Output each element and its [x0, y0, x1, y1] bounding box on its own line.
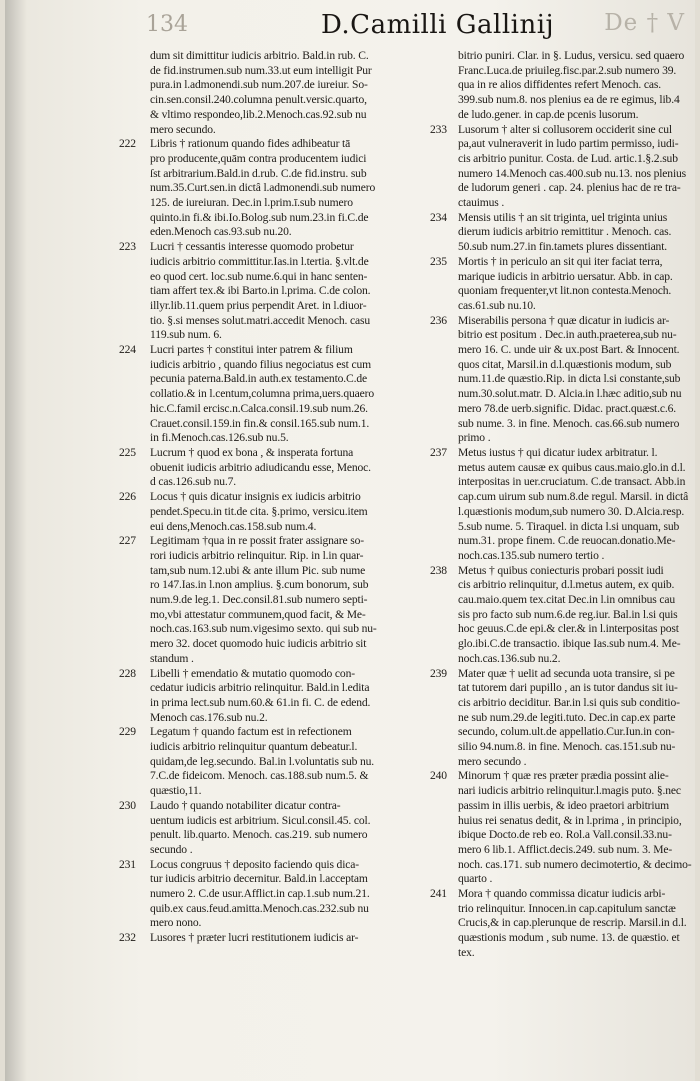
entry-line: num.31. prope finem. C.de reuocan.donatio.Me- — [458, 534, 676, 548]
entry-line: Mater quæ † uelit ad secunda uota transire, si pe — [458, 666, 675, 680]
entry-line: Mensis utilis † an sit triginta, uel triginta unius — [458, 210, 668, 224]
entry-line: ibique Docto.de reb eo. Rol.a Vall.consil.33.nu- — [458, 828, 672, 842]
entry-line: Metus † quibus coniecturis probari possit iudi — [458, 563, 664, 577]
entry-line: Lusorum † alter si collusorem occiderit sine cul — [458, 122, 672, 136]
entry-line: noch.cas.136.sub nu.2. — [458, 651, 561, 665]
entry-line: hoc geuus.C.de epi.& cler.& in l.interpositas post — [458, 622, 679, 636]
entry-line: dierum iudicis arbitrio remittitur . Menoch. cas. — [458, 225, 672, 239]
entry-line: mero nono. — [150, 916, 202, 930]
binding-shadow — [5, 0, 27, 1081]
entry-line: quidam,de leg.secundo. Bal.in l.voluntatis sub nu. — [150, 754, 375, 768]
entry-line: penult. lib.quarto. Menoch. cas.219. sub numero — [150, 828, 368, 842]
index-entry — [430, 887, 695, 961]
entry-line: Miserabilis persona † quæ dicatur in iudicis ar- — [458, 313, 670, 327]
entry-line: bitrio puniri. Clar. in §. Ludus, versicu. sed quaero — [458, 49, 685, 62]
index-entry — [430, 122, 695, 211]
index-entry — [119, 445, 421, 490]
entry-number: 239 — [430, 666, 447, 680]
entry-line: sub nume. 3. in fine. Menoch. cas.66.sub numero — [458, 416, 680, 430]
entry-line: pro producente,quām contra producentem iudici — [150, 151, 367, 165]
index-entry — [430, 254, 695, 314]
entry-line: eo quod cert. loc.sub nume.6.qui in hanc senten- — [150, 269, 368, 283]
entry-line: 50.sub num.27.in fin.tamets plures dissentiant. — [458, 240, 668, 254]
entry-line: mero 6 lib.1. Afflict.decis.249. sub num. 3. Me- — [458, 842, 673, 856]
entry-line: de fid.instrumen.sub num.33.ut eum intelligit Pur — [150, 63, 372, 77]
index-entry — [119, 666, 421, 726]
entry-number: 235 — [430, 254, 447, 268]
entry-line: pura.in l.admonendi.sub num.207.de iureiur. So- — [150, 78, 368, 92]
entry-line: tur iudicis arbitrio decernitur. Bald.in l.acceptam — [150, 872, 368, 886]
entry-line: quæstionis modum , sub nume. 13. de quæstio. et — [458, 931, 680, 945]
entry-line: quoniam frequenter,vt lit.non contesta.Menoch. — [458, 284, 672, 298]
index-entry — [430, 666, 695, 770]
index-entry — [437, 49, 695, 123]
entry-line: huius rei senatus dedit, & in l.prima , in principio, — [458, 813, 682, 827]
entry-line: quarto . — [458, 872, 493, 886]
entry-line: secundo . — [150, 842, 193, 856]
entry-line: de ludo.gener. in cap.de pcenis lusorum. — [458, 107, 639, 121]
entry-line: Lucri partes † constitui inter patrem & filium — [150, 343, 353, 357]
entry-line: metus autem causæ ex quibus caus.maio.glo.in d.l. — [458, 460, 686, 474]
entry-line: Libelli † emendatio & mutatio quomodo con- — [150, 666, 355, 680]
index-entry — [119, 534, 421, 666]
entry-line: collatio.& in l.centum,columna prima,uers.quaero — [150, 387, 374, 401]
entry-line: mero 32. docet quomodo huic iudicis arbitrio sit — [150, 637, 367, 651]
entry-line: Lucrum † quod ex bona , & insperata fortuna — [150, 445, 354, 459]
entry-line: numero 2. C.de usur.Afflict.in cap.1.sub num.21. — [150, 887, 370, 901]
entry-line: secundo, colum.ult.de appellatio.Cur.Iun.in con- — [458, 725, 675, 739]
entry-line: quib.ex caus.feud.amitta.Menoch.cas.232.sub nu — [150, 901, 369, 915]
entry-line: tex. — [458, 945, 475, 959]
entry-line: iudicis arbitrio relinquitur quantum debeatur.l. — [150, 740, 358, 754]
entry-line: 5.sub nume. 5. Tiraquel. in dicta l.si unquam, sub — [458, 519, 680, 533]
entry-number: 227 — [119, 534, 136, 548]
entry-line: mero secundo. — [150, 122, 216, 136]
entry-number: 229 — [119, 725, 136, 739]
entry-number: 228 — [119, 666, 136, 680]
entry-line: 7.C.de fideicom. Menoch. cas.188.sub num.5. & — [150, 769, 369, 783]
entry-line: mero 16. C. unde uir & ux.post Bart. & Innocent. — [458, 343, 680, 357]
entry-line: tam,sub num.12.ubi & ante illum Pic. sub nume — [150, 563, 366, 577]
entry-line: rori iudicis arbitrio relinquitur. Rip. in l.in quar- — [150, 548, 364, 562]
entry-line: d cas.126.sub nu.7. — [150, 475, 237, 489]
entry-line: bitrio est positum . Dec.in auth.praeterea,sub nu- — [458, 328, 677, 342]
entry-line: ctauimus . — [458, 196, 505, 210]
entry-line: tio. §.si menses solut.matri.accedit Menoch. casu — [150, 313, 370, 327]
entry-line: Metus iustus † qui dicatur iudex arbitratur. l. — [458, 445, 658, 459]
index-entry — [119, 137, 421, 240]
entry-line: Minorum † quæ res præter prædia possint alie- — [458, 769, 669, 783]
entry-line: in fi.Menoch.cas.126.sub nu.5. — [150, 431, 289, 445]
entry-line: Menoch cas.176.sub nu.2. — [150, 710, 268, 724]
entry-line: cis arbitrio relinquitur, d.l.metus autem, ex quib. — [458, 578, 675, 592]
entry-line: Mortis † in periculo an sit qui iter faciat terra, — [458, 254, 663, 268]
index-entry — [119, 931, 421, 946]
entry-line: cas.61.sub nu.10. — [458, 298, 536, 312]
entry-line: obuenit iudicis arbitrio adiudicandu esse, Menoc. — [150, 460, 371, 474]
entry-line: ſst arbitrarium.Bald.in d.rub. C.de fid.instru. sub — [150, 166, 367, 180]
index-entry — [430, 563, 695, 667]
entry-line: pa,aut vulneraverit in ludo partim permisso, iudi- — [458, 137, 679, 151]
entry-line: cin.sen.consil.240.columna penult.versic.quarto, — [150, 93, 367, 107]
index-entry — [119, 240, 421, 343]
entry-number: 240 — [430, 769, 447, 783]
entry-line: eui dens,Menoch.cas.158.sub num.4. — [150, 519, 317, 533]
index-entry — [430, 769, 695, 887]
entry-line: sis pro facto sub num.6.de reg.iur. Bal.in l.si quis — [458, 607, 678, 621]
entry-line: Legatum † quando factum est in refectionem — [150, 725, 352, 739]
entry-line: Crauet.consil.159.in fin.& consil.165.sub num.1. — [150, 416, 370, 430]
index-entry — [133, 49, 421, 137]
entry-number: 230 — [119, 798, 136, 812]
entry-line: silio 94.num.8. in fine. Menoch. cas.151.sub nu- — [458, 740, 676, 754]
index-entry — [430, 313, 695, 446]
entry-number: 234 — [430, 210, 447, 224]
entry-line: num.30.solut.matr. D. Alcia.in l.hæc aditio,sub nu — [458, 387, 682, 401]
page-title: D.Camilli Gallinij — [321, 10, 555, 40]
entry-line: marique iudicis in arbitrio uersatur. Abb. in cap. — [458, 269, 673, 283]
entry-line: nari iudicis arbitrio relinquitur.l.magis puto. §.nec — [458, 784, 681, 798]
page-number: 134 — [146, 12, 188, 37]
entry-line: Crucis,& in cap.plerunque de rescrip. Marsil.in d.l. — [458, 916, 687, 930]
entry-line: cedatur iudicis arbitrio relinquitur. Bald.in l.edita — [150, 681, 370, 695]
entry-line: de ludorum generi . cap. 24. plenius hac de re tra- — [458, 181, 681, 195]
entry-number: 225 — [119, 445, 136, 459]
entry-line: hic.C.famil ercisc.n.Calca.consil.19.sub num.26. — [150, 401, 368, 415]
entry-line: num.35.Curt.sen.in dictâ l.admonendi.sub numero — [150, 181, 376, 195]
entry-line: Locus congruus † deposito faciendo quis dica- — [150, 857, 359, 871]
entry-line: Locus † quis dicatur insignis ex iudicis arbitrio — [150, 490, 361, 504]
index-entry — [430, 445, 695, 564]
index-entry — [119, 798, 421, 858]
entry-line: cap.cum uirum sub num.8.de regul. Marsil. in dictâ — [458, 490, 689, 504]
entry-number: 232 — [119, 931, 136, 945]
left-column — [119, 49, 421, 946]
entry-line: quæstio,11. — [150, 784, 202, 798]
entry-number: 238 — [430, 563, 447, 577]
entry-line: cau.maio.quem tex.citat Dec.in l.in omnibus cau — [458, 593, 676, 607]
entry-line: ne sub num.29.de legiti.tuto. Dec.in cap.ex parte — [458, 710, 676, 724]
entry-number: 226 — [119, 490, 136, 504]
entry-number: 231 — [119, 857, 136, 871]
entry-line: trio relinquitur. Innocen.in cap.capitulum sanctæ — [458, 901, 676, 915]
book-page — [5, 0, 695, 1081]
entry-line: 125. de iureiuran. Dec.in l.prim.ī.sub numero — [150, 196, 353, 210]
entry-line: cis arbitrio punitur. Costa. de Lud. artic.1.§.2.sub — [458, 151, 678, 165]
entry-line: pendet.Specu.in tit.de cita. §.primo, versicu.item — [150, 504, 368, 518]
entry-line: ro 147.Ias.in l.non amplius. §.cum bonorum, sub — [150, 578, 369, 592]
entry-line: quos citat, Marsil.in d.l.quæstionis modum, sub — [458, 357, 672, 371]
entry-line: tiam affert tex.& ibi Barto.in l.prima. C.de colon. — [150, 284, 371, 298]
entry-line: Franc.Luca.de priuileg.fisc.par.2.sub numero 39. — [458, 63, 677, 77]
entry-line: iudicis arbitrio , quando filius negociatus est cum — [150, 357, 371, 371]
entry-line: Lusores † præter lucri restitutionem iudicis ar- — [150, 931, 359, 945]
entry-line: noch. cas.171. sub numero decimotertio, & decimo- — [458, 857, 692, 871]
entry-number: 233 — [430, 122, 447, 136]
entry-line: interpositas in uer.cruciatum. C.de transact. Abb.in — [458, 475, 686, 489]
entry-number: 241 — [430, 887, 447, 901]
entry-number: 223 — [119, 240, 136, 254]
entry-line: iudicis arbitrio committitur.Ias.in l.tertia. §.vlt.de — [150, 254, 369, 268]
entry-line: mo,vbi attestatur communem,quod facit, & Me- — [150, 607, 366, 621]
entry-line: mero secundo . — [458, 754, 527, 768]
entry-line: in prima lect.sub num.60.& 61.in fi. C. de edend. — [150, 695, 371, 709]
entry-line: cis arbitrio deciditur. Bar.in l.si quis sub conditio- — [458, 695, 680, 709]
entry-line: num.9.de leg.1. Dec.consil.81.sub numero septi- — [150, 593, 368, 607]
entry-number: 224 — [119, 343, 136, 357]
entry-line: Laudo † quando notabiliter dicatur contra- — [150, 798, 341, 812]
entry-line: & vltimo respondeo,lib.2.Menoch.cas.92.sub nu — [150, 107, 367, 121]
right-column — [430, 49, 695, 961]
entry-line: illyr.lib.11.quem prius perpendit Aret. in l.diuor- — [150, 298, 367, 312]
entry-line: uentum iudicis est arbitrium. Sicul.consil.45. col. — [150, 813, 371, 827]
entry-line: passim in illis uerbis, & ideo praetori arbitrium — [458, 798, 669, 812]
index-entry — [119, 490, 421, 534]
entry-line: mero 78.de uerb.signific. Didac. pract.quæst.c.6. — [458, 401, 677, 415]
entry-line: tat tutorem dari pupillo , an is tutor dandus sit iu- — [458, 681, 678, 695]
entry-line: eden.Menoch cas.93.sub nu.20. — [150, 225, 292, 239]
index-entry — [119, 343, 421, 446]
entry-line: 119.sub num. 6. — [150, 328, 222, 342]
entry-line: qua in re alios diffidentes refert Menoch. cas. — [458, 78, 661, 92]
entry-line: num.11.de quæstio.Rip. in dicta l.si constante,sub — [458, 372, 681, 386]
entry-line: 399.sub num.8. nos plenius ea de re egimus, lib.4 — [458, 93, 680, 107]
entry-line: primo . — [458, 431, 491, 445]
show-through-title: De † V — [604, 10, 685, 36]
entry-line: Mora † quando commissa dicatur iudicis arbi- — [458, 887, 666, 901]
entry-line: numero 14.Menoch cas.400.sub nu.13. nos plenius — [458, 166, 687, 180]
running-header — [5, 10, 695, 42]
entry-line: noch.cas.135.sub numero tertio . — [458, 548, 605, 562]
entry-line: Legitimam †qua in re possit frater assignare so- — [150, 534, 364, 548]
entry-number: 236 — [430, 313, 447, 327]
index-entry — [119, 725, 421, 799]
entry-line: noch.cas.163.sub num.vigesimo sexto. qui sub nu- — [150, 622, 377, 636]
entry-line: dum sit dimittitur iudicis arbitrio. Bald.in rub. C. — [150, 49, 369, 62]
index-entry — [430, 210, 695, 255]
entry-line: Lucri † cessantis interesse quomodo probetur — [150, 240, 354, 254]
entry-number: 222 — [119, 137, 136, 151]
entry-number: 237 — [430, 445, 447, 459]
entry-line: pecunia paterna.Bald.in auth.ex testamento.C.de — [150, 372, 368, 386]
entry-line: quinto.in fi.& ibi.Io.Bolog.sub num.23.in fi.C.de — [150, 210, 369, 224]
entry-line: glo.ibi.C.de transactio. ibique Ias.sub num.4. Me- — [458, 637, 681, 651]
entry-line: standum . — [150, 651, 194, 665]
entry-line: l.quæstionis modum,sub numero 30. D.Alcia.resp. — [458, 504, 685, 518]
index-entry — [119, 857, 421, 932]
entry-line: Libris † rationum quando fides adhibeatur tā — [150, 137, 351, 151]
